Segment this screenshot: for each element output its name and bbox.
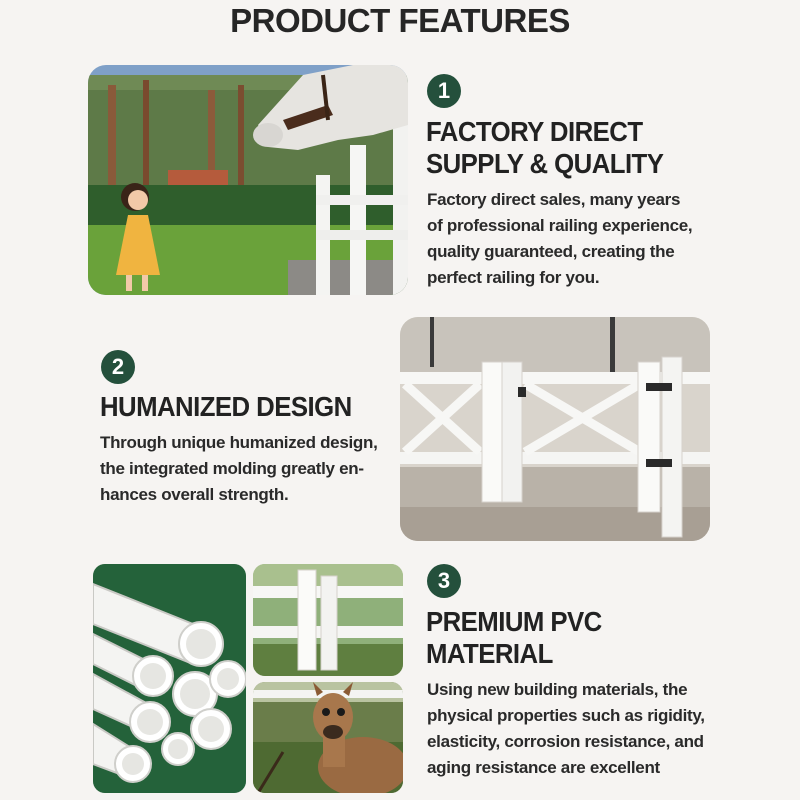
feature-1-description-line: of professional railing experience, [427,216,693,235]
feature-1-description-line: Factory direct sales, many years [427,190,681,209]
feature-1-number-badge: 1 [427,74,461,108]
feature-3-animal-photo [253,682,403,793]
feature-1-description-line: quality guaranteed, creating the [427,242,675,261]
feature-3-fence-photo [253,564,403,676]
feature-3-heading-line: PREMIUM PVC [426,606,602,637]
feature-2-heading-line: HUMANIZED DESIGN [100,391,352,422]
feature-2-number-badge: 2 [101,350,135,384]
feature-3-pipes-photo [93,564,246,793]
feature-1-heading [426,116,663,180]
page-title: PRODUCT FEATURES [230,2,570,39]
feature-1-description-line: perfect railing for you. [427,268,600,287]
feature-1-heading-line: FACTORY DIRECT [426,116,643,147]
feature-2-description-line: hances overall strength. [100,485,289,504]
feature-3-number-badge: 3 [427,564,461,598]
feature-2-description-line: the integrated molding greatly en- [100,459,364,478]
feature-1-description [427,187,692,291]
feature-1-photo [88,65,408,295]
feature-2-description [100,430,378,508]
feature-2-heading [100,391,352,423]
feature-3-description-line: Using new building materials, the [427,680,688,699]
feature-3-description-line: physical properties such as rigidity, [427,706,705,725]
feature-3-description [427,677,705,781]
feature-3-description-line: elasticity, corrosion resistance, and [427,732,704,751]
feature-2-description-line: Through unique humanized design, [100,433,378,452]
feature-3-heading [426,606,602,670]
feature-3-description-line: aging resistance are excellent [427,758,660,777]
feature-2-photo [400,317,710,541]
feature-1-heading-line: SUPPLY & QUALITY [426,148,664,179]
feature-3-heading-line: MATERIAL [426,638,553,669]
